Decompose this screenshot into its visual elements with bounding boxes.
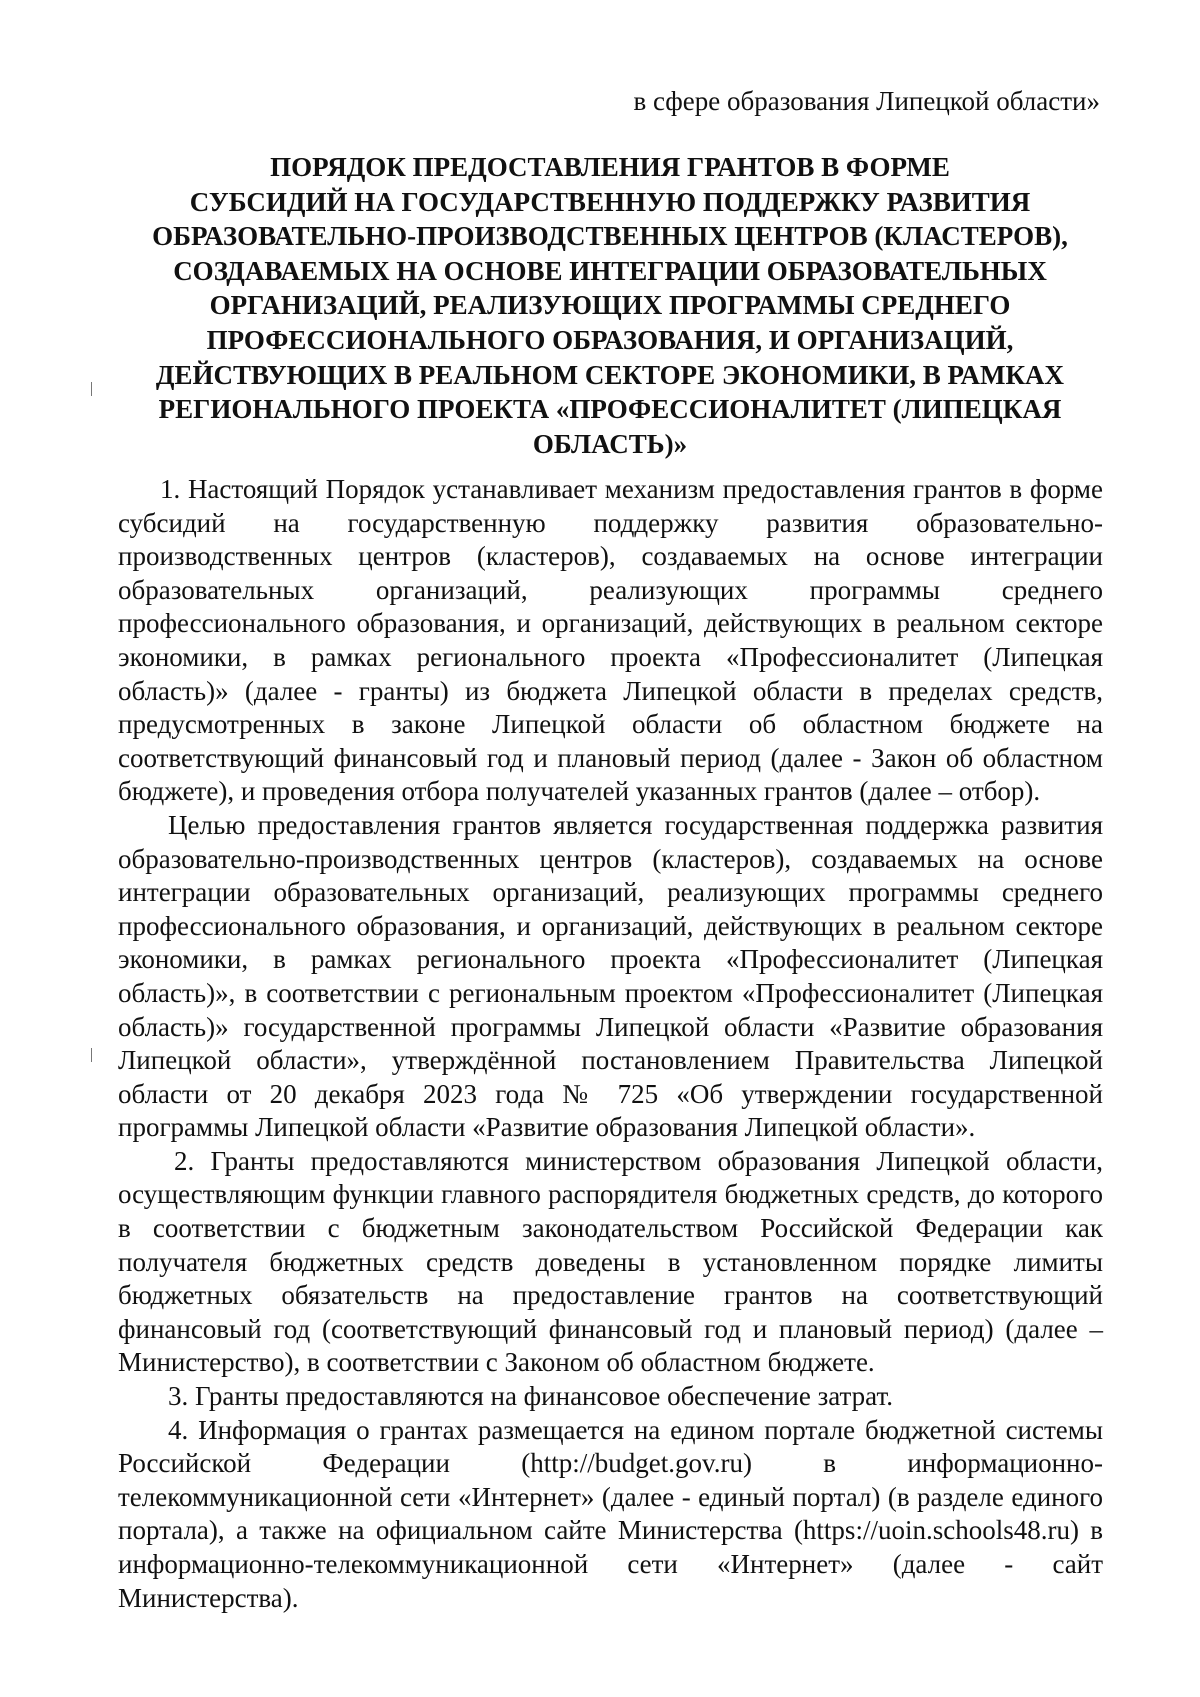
document-title — [110, 150, 1110, 461]
title-line: ДЕЙСТВУЮЩИХ В РЕАЛЬНОМ СЕКТОРЕ ЭКОНОМИКИ, В РАМКАХ — [155, 359, 1065, 390]
title-line: ОБЛАСТЬ)» — [532, 428, 688, 459]
title-line: ОБРАЗОВАТЕЛЬНО-ПРОИЗВОДСТВЕННЫХ ЦЕНТРОВ (КЛАСТЕРОВ), — [152, 221, 1068, 252]
title-line: РЕГИОНАЛЬНОГО ПРОЕКТА «ПРОФЕССИОНАЛИТЕТ (ЛИПЕЦКАЯ — [158, 394, 1062, 425]
title-line: ОРГАНИЗАЦИЙ, РЕАЛИЗУЮЩИХ ПРОГРАММЫ СРЕДНЕГО — [209, 290, 1011, 321]
document-body — [118, 473, 1103, 1615]
paragraph-clause-3: 3. Гранты предоставляются на финансовое обеспечение затрат. — [168, 1381, 893, 1412]
title-line: ПРОФЕССИОНАЛЬНОГО ОБРАЗОВАНИЯ, И ОРГАНИЗАЦИЙ, — [206, 324, 1014, 355]
margin-mark — [91, 1048, 92, 1062]
paragraph-clause-2: 2. Гранты предоставляются министерством образования Липецкой области, осуществляющим функции главного распорядителя бюджетных средств, до которого в соответствии с бюджетным законодательством Российской Федерации как получателя бюджетных средств доведены в установленном порядке лимиты бюджетных обязательств на предоставление грантов на соответствующий финансовый год (соответствующий финансовый год и плановый период) (далее – Министерство), в соответствии с Законом об областном бюджете. — [118, 1145, 1103, 1378]
paragraph-purpose: Целью предоставления грантов является государственная поддержка развития образовательно-производственных центров (кластеров), создаваемых на основе интеграции образовательных организаций, реализующих программы среднего профессионального образования, и организаций, действующих в реальном секторе экономики, в рамках регионального проекта «Профессионалитет (Липецкая область)», в соответствии с региональным проектом «Профессионалитет (Липецкая область)» государственной программы Липецкой области «Развитие образования Липецкой области», утверждённой постановлением Правительства Липецкой области от 20 декабря 2023 года № 725 «Об утверждении государственной программы Липецкой области «Развитие образования Липецкой области». — [118, 809, 1103, 1143]
margin-mark — [91, 382, 92, 396]
title-line: СУБСИДИЙ НА ГОСУДАРСТВЕННУЮ ПОДДЕРЖКУ РАЗВИТИЯ — [189, 186, 1031, 217]
title-line: СОЗДАВАЕМЫХ НА ОСНОВЕ ИНТЕГРАЦИИ ОБРАЗОВАТЕЛЬНЫХ — [173, 255, 1047, 286]
paragraph-clause-4: 4. Информация о грантах размещается на едином портале бюджетной системы Российской Федерации (http://budget.gov.ru) в информационно-телекоммуникационной сети «Интернет» (далее - единый портал) (в разделе единого портала), а также на официальном сайте Министерства (https://uoin.schools48.ru) в информационно-телекоммуникационной сети «Интернет» (далее - сайт Министерства). — [118, 1414, 1103, 1613]
header-continuation: в сфере образования Липецкой области» — [633, 86, 1100, 116]
paragraph-clause-1: 1. Настоящий Порядок устанавливает механизм предоставления грантов в форме субсидий на государственную поддержку развития образовательно-производственных центров (кластеров), создаваемых на основе интеграции образовательных организаций, реализующих программы среднего профессионального образования, и организаций, действующих в реальном секторе экономики, в рамках регионального проекта «Профессионалитет (Липецкая область)» (далее - гранты) из бюджета Липецкой области в пределах средств, предусмотренных в законе Липецкой области об областном бюджете на соответствующий финансовый год и плановый период (далее - Закон об областном бюджете), и проведения отбора получателей указанных грантов (далее – отбор). — [118, 474, 1103, 807]
title-line: ПОРЯДОК ПРЕДОСТАВЛЕНИЯ ГРАНТОВ В ФОРМЕ — [270, 152, 950, 182]
